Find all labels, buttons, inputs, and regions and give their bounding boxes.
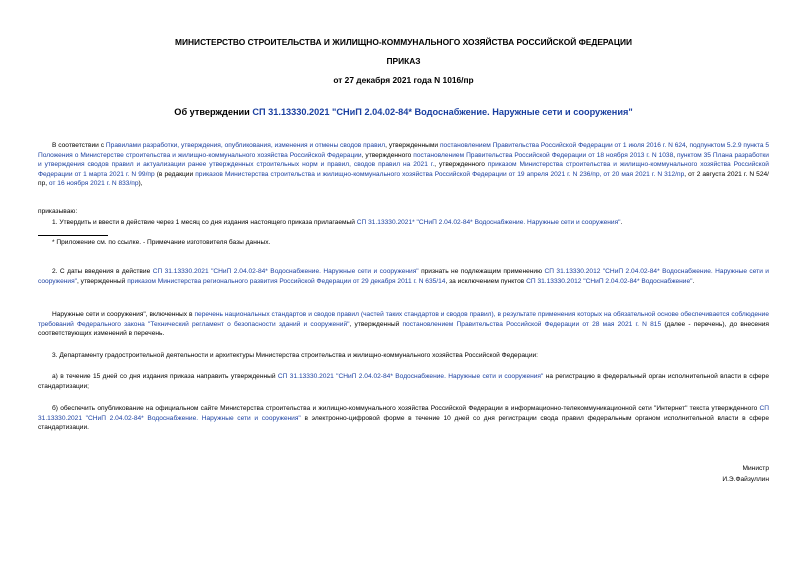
text: на регистрацию в федеральный орган исполнительной власти в сфере стандартизации; [38, 373, 769, 390]
text: (далее - перечень), до внесения соответствующих изменений в перечень. [38, 320, 769, 338]
link-decree-624[interactable]: постановлением Правительства Российской Федерации от 1 июля 2016 г. N 624 [439, 142, 686, 149]
link-standards-list[interactable]: перечень национальных стандартов и сводов правил (частей таких стандартов и сводов правил), в результате применения которых на обязательной основе обеспечивается соблюдение требований Федерального закона "Технический регламент о безопасности зданий и сооружений" [38, 311, 769, 328]
doc-type-heading: ПРИКАЗ [386, 56, 421, 66]
link-orders-236-312[interactable]: приказов Министерства строительства и жилищно-коммунального хозяйства Российской Федерации от 19 апреля 2021 г. N 236/пр, от 20 мая 2021 г. N 312/пр [195, 170, 685, 178]
text: , утвержденный [76, 277, 128, 285]
link-sp-2021[interactable]: СП 31.13330.2021 "СНиП 2.04.02-84* Водоснабжение. Наружные сети и сооружения" [277, 373, 544, 380]
link-sp-2012-items[interactable]: СП 31.13330.2012 "СНиП 2.04.02-84* Водоснабжение" [526, 277, 693, 285]
text: Наружные сети и сооружения", включенных в [52, 311, 195, 318]
paragraph-item-1 [38, 218, 769, 228]
signature-position: Министр [742, 465, 769, 472]
link-order-833[interactable]: от 16 ноября 2021 г. N 833/пр [48, 180, 139, 188]
link-sp-2021[interactable]: СП 31.13330.2021* "СНиП 2.04.02-84* Водоснабжение. Наружные сети и сооружения" [356, 219, 621, 226]
text: признать не подлежащим применению [418, 268, 545, 275]
document-title [0, 107, 807, 117]
text: , утвержденный [349, 320, 403, 328]
link-sp-2021[interactable]: СП 31.13330.2021 "СНиП 2.04.02-84* Водоснабжение. Наружные сети и сооружения" [38, 405, 769, 422]
footnote: * Приложение см. по ссылке. - Примечание изготовителя базы данных. [52, 239, 271, 246]
link-regulation-5-2-9[interactable]: подпунктом 5.2.9 пункта 5 Положения о Министерстве строительства и жилищно-коммунального хозяйства Российской Федерации [38, 142, 770, 159]
text: в электронно-цифровой форме в течение 10 дней со дня регистрации свода правил федеральным органом исполнительной власти в сфере стандартизации. [38, 414, 769, 432]
text: ), [138, 180, 143, 188]
text: , за исключением пунктов [445, 277, 527, 285]
text: а) в течение 15 дней со дня издания приказа направить утвержденный [52, 373, 278, 380]
ministry-heading: МИНИСТЕРСТВО СТРОИТЕЛЬСТВА И ЖИЛИЩНО-КОММУНАЛЬНОГО ХОЗЯЙСТВА РОССИЙСКОЙ ФЕДЕРАЦИИ [175, 37, 632, 47]
link-order-635-14[interactable]: приказом Министерства регионального развития Российской Федерации от 29 декабря 2011 г. N 635/14 [127, 277, 446, 285]
link-plan-item-35[interactable]: пунктом 35 Плана разработки и утверждения сводов правил и актуализации ранее утвержденных строительных норм и правил, сводов правил на 2021 г. [38, 151, 769, 169]
text: , от 2 августа 2021 г. N 524/пр, [38, 170, 769, 188]
paragraph-order-word: приказываю: [38, 208, 78, 215]
text: б) обеспечить опубликование на официальном сайте Министерства строительства и жилищно-коммунального хозяйства Российской Федерации в информационно-телекоммуникационной сети "Интернет" текста утвержденного [52, 405, 760, 412]
paragraph-networks [38, 310, 769, 339]
text: 1. Утвердить и ввести в действие через 1 месяц со дня издания настоящего приказа прилагаемый [52, 219, 357, 226]
link-sp-2021[interactable]: СП 31.13330.2021 "СНиП 2.04.02-84* Водоснабжение. Наружные сети и сооружения" [152, 268, 419, 275]
text: 2. С даты введения в действие [52, 268, 153, 275]
text: , [673, 151, 678, 159]
text: В соответствии с [52, 142, 106, 149]
title-sp-link[interactable]: СП 31.13330.2021 "СНиП 2.04.02-84* Водоснабжение. Наружные сети и сооружения" [252, 107, 633, 117]
paragraph-preamble [38, 141, 769, 189]
date-number-heading: от 27 декабря 2021 года N 1016/пр [333, 75, 474, 85]
text: . [692, 277, 695, 285]
link-sp-2012[interactable]: СП 31.13330.2012 "СНиП 2.04.02-84* Водоснабжение. Наружные сети и сооружения" [38, 268, 769, 285]
link-decree-1038[interactable]: постановлением Правительства Российской Федерации от 18 ноября 2013 г. N 1038 [413, 151, 674, 159]
paragraph-item-2 [38, 267, 769, 286]
link-rules[interactable]: Правилами разработки, утверждения, опубликования, изменения и отмены сводов правил [105, 142, 386, 149]
link-decree-815[interactable]: постановлением Правительства Российской Федерации от 28 мая 2021 г. N 815 [402, 320, 662, 328]
title-prefix: Об утверждении [174, 107, 253, 117]
text: , [685, 142, 690, 149]
text: , утвержденного [434, 161, 488, 169]
paragraph-item-3b [38, 404, 769, 433]
link-order-99[interactable]: приказом Министерства строительства и жилищно-коммунального хозяйства Российской Федерации от 1 марта 2021 г. N 99/пр [38, 161, 769, 178]
paragraph-item-3: 3. Департаменту градостроительной деятельности и архитектуры Министерства строительства и жилищно-коммунального хозяйства Российской Федерации: [52, 352, 539, 359]
paragraph-item-3a [38, 372, 769, 391]
text: , утвержденными [385, 142, 440, 149]
text: (в редакции [154, 170, 196, 178]
text: . [620, 219, 623, 226]
footnote-divider [38, 235, 108, 236]
text: , утвержденного [361, 151, 414, 159]
signature-name: И.Э.Файзуллин [722, 476, 769, 483]
